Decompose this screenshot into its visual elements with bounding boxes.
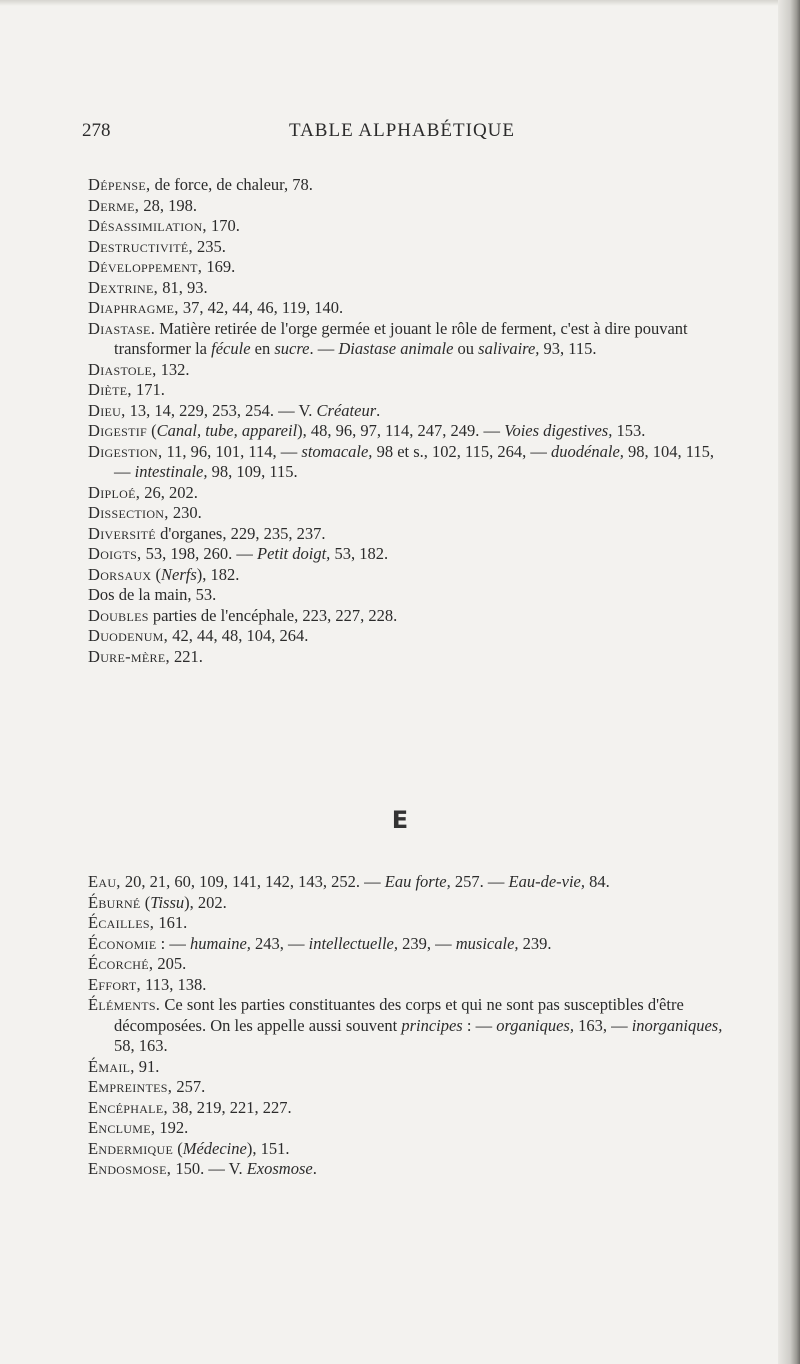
entry-text: Matière retirée de l'orge germée et jouant le rôle de ferment, c'est à dire pouvant transformer la (114, 318, 688, 358)
entry-headword: Eau, (88, 872, 121, 891)
entry-text: 98 et s., 102, 115, 264, — (372, 441, 552, 461)
entry-text: 235. (192, 236, 226, 256)
entry-italic-text: Eau-de-vie, (508, 872, 585, 891)
entry-text: 150. — V. (171, 1159, 247, 1178)
entry-italic-text: inorganiques, (631, 1015, 723, 1035)
entry-headword: Endermique (88, 1138, 174, 1158)
entry-text: 132. (156, 359, 190, 379)
entry-headword: Dissection, (88, 503, 169, 522)
entry-text: 53, 198, 260. — (141, 544, 257, 563)
entry-headword: Écorché, (88, 954, 154, 973)
entry-text: . (376, 400, 381, 420)
entry-text: : — (462, 1015, 497, 1035)
entry-headword: Écailles, (88, 913, 155, 932)
index-entry (88, 524, 728, 545)
entry-text: 169. (202, 257, 236, 276)
index-entry (88, 421, 728, 442)
entry-headword: Destructivité, (88, 236, 193, 256)
entry-text: 53, 182. (330, 544, 389, 563)
entry-headword: Développement, (88, 257, 203, 276)
entry-italic-text: Exosmose (246, 1159, 313, 1178)
entry-italic-text: organiques, (496, 1015, 574, 1035)
entry-headword: Éburné (88, 892, 141, 912)
entry-text: 153. (612, 421, 646, 440)
entry-text: 257. — (450, 872, 509, 891)
entry-headword: Diastole, (88, 359, 157, 379)
entry-italic-text: Nerfs (160, 564, 197, 584)
entry-headword: Dextrine, (88, 277, 159, 297)
entry-text: 91. (134, 1056, 160, 1076)
entry-headword: Diète, (88, 380, 132, 399)
entry-text: 20, 21, 60, 109, 141, 142, 143, 252. — (120, 872, 385, 891)
entry-italic-text: Diastase animale (338, 339, 454, 358)
entry-italic-text: intellectuelle, (308, 933, 398, 953)
entry-italic-text: Médecine (182, 1138, 247, 1158)
index-entry (88, 483, 728, 504)
index-entry (88, 585, 728, 606)
entry-text: . — (309, 339, 339, 358)
entry-headword: Endosmose, (88, 1159, 172, 1178)
index-entry (88, 872, 728, 893)
entry-italic-text: sucre (274, 339, 310, 358)
index-entry (88, 1077, 728, 1098)
entry-text: 221. (169, 646, 203, 666)
entry-text: 42, 44, 48, 104, 264. (168, 626, 309, 645)
entry-italic-text: Voies digestives, (504, 421, 613, 440)
entry-text: 58, 163. (114, 1036, 168, 1055)
index-entry (88, 1118, 728, 1139)
page-top-shadow (0, 0, 800, 6)
index-entry (88, 175, 728, 196)
entry-text: 98, 109, 115. (207, 462, 298, 481)
index-entry (88, 380, 728, 401)
entry-text: 243, — (250, 933, 309, 953)
index-entry (88, 196, 728, 217)
entry-text: 84. (585, 872, 610, 891)
entry-text: 93, 115. (539, 339, 597, 358)
entry-text: ), 48, 96, 97, 114, 247, 249. — (297, 421, 505, 440)
entry-italic-text: fécule (211, 339, 251, 358)
index-entry (88, 647, 728, 668)
entry-text: 38, 219, 221, 227. (167, 1097, 292, 1117)
entry-headword: Diastase. (88, 318, 156, 338)
entry-italic-text: duodénale, (551, 441, 624, 461)
entry-text: 192. (155, 1118, 189, 1137)
entry-headword: Dure-mère, (88, 646, 170, 666)
entry-italic-text: intestinale, (134, 462, 208, 481)
entry-text: 257. (172, 1077, 206, 1096)
entry-italic-text: humaine, (189, 933, 251, 953)
index-entry (88, 893, 728, 914)
entry-text: en (250, 339, 275, 358)
entry-headword: Économie (88, 933, 157, 953)
index-entry (88, 1098, 728, 1119)
index-entry (88, 360, 728, 381)
entry-text: 98, 104, 115, — (114, 441, 715, 481)
entry-text: d'organes, 229, 235, 237. (155, 523, 326, 543)
entry-text: 170. (206, 216, 240, 235)
entry-headword: Éléments. (88, 995, 161, 1014)
entry-text: ), 151. (246, 1138, 290, 1158)
index-entry (88, 995, 728, 1057)
entry-text: 28, 198. (139, 195, 197, 215)
index-entry (88, 216, 728, 237)
index-entry (88, 237, 728, 258)
entry-text: . (312, 1159, 317, 1178)
entry-headword: Derme, (88, 195, 140, 215)
entry-headword: Effort, (88, 974, 141, 994)
page-number: 278 (82, 120, 111, 141)
entry-text: 239, — (398, 933, 456, 953)
entry-headword: Diploé, (88, 482, 141, 502)
entry-headword: Diaphragme, (88, 298, 179, 317)
index-entry (88, 606, 728, 627)
index-entry (88, 975, 728, 996)
entry-text: ( (151, 564, 161, 584)
entry-text: : — (156, 933, 190, 953)
entry-text: Ce sont les parties constituantes des corps et qui ne sont pas susceptibles d'être décomposées. On les appelle aussi souvent (114, 995, 684, 1035)
entry-headword: Digestif (88, 421, 147, 440)
index-entry (88, 319, 728, 360)
entry-text: 171. (131, 380, 165, 399)
index-entry (88, 442, 728, 483)
entry-text: ), 182. (196, 564, 240, 584)
entry-text: 161. (154, 913, 188, 932)
entry-text: 11, 96, 101, 114, — (162, 441, 302, 461)
entry-headword: Duodenum, (88, 626, 169, 645)
index-entry (88, 1057, 728, 1078)
entry-text: ou (453, 339, 479, 358)
entry-headword: Doubles (88, 605, 149, 625)
entry-text: 13, 14, 229, 253, 254. — V. (125, 400, 317, 420)
index-entry (88, 401, 728, 422)
index-entry (88, 934, 728, 955)
entry-text: 37, 42, 44, 46, 119, 140. (178, 298, 344, 317)
index-entry (88, 913, 728, 934)
index-entry (88, 257, 728, 278)
index-entry (88, 298, 728, 319)
index-entries-d (88, 175, 728, 667)
entry-headword: Enclume, (88, 1118, 156, 1137)
entry-text: ( (140, 892, 151, 912)
entry-text: 230. (168, 503, 202, 522)
page-binding-edge (778, 0, 800, 1364)
index-entry (88, 565, 728, 586)
entry-headword: Dépense, (88, 175, 151, 194)
entry-headword: Doigts, (88, 544, 142, 563)
entry-headword: Dieu, (88, 400, 126, 420)
entry-text: ), 202. (184, 892, 227, 912)
index-entries-e (88, 872, 728, 1180)
index-entry (88, 1139, 728, 1160)
entry-text: 26, 202. (140, 482, 198, 502)
index-entry (88, 503, 728, 524)
entry-italic-text: Eau forte, (384, 872, 451, 891)
entry-text: 113, 138. (140, 974, 207, 994)
entry-headword: Émail, (88, 1056, 135, 1076)
entry-text: 239. (518, 933, 552, 953)
entry-headword: Digestion, (88, 441, 163, 461)
entry-italic-text: salivaire, (478, 339, 540, 358)
entry-headword: Diversité (88, 523, 156, 543)
entry-italic-text: stomacale, (301, 441, 373, 461)
entry-italic-text: Créateur (316, 400, 377, 420)
page-title: TABLE ALPHABÉTIQUE (289, 120, 515, 141)
entry-italic-text: Tissu (150, 892, 185, 912)
entry-text: 205. (153, 954, 187, 973)
entry-italic-text: Petit doigt, (256, 544, 331, 563)
entry-italic-text: principes (401, 1015, 463, 1035)
entry-text: parties de l'encéphale, 223, 227, 228. (148, 605, 398, 625)
entry-italic-text: musicale, (455, 933, 519, 953)
entry-text: ( (146, 421, 157, 440)
entry-headword: Empreintes, (88, 1077, 173, 1096)
entry-headword: Désassimilation, (88, 216, 207, 235)
index-entry (88, 626, 728, 647)
entry-text: Dos de la main, 53. (88, 585, 217, 604)
section-letter: E (391, 806, 409, 834)
entry-text: de force, de chaleur, 78. (150, 175, 313, 194)
entry-text: 163, — (573, 1015, 632, 1035)
running-header (82, 120, 722, 144)
entry-text: ( (173, 1138, 183, 1158)
index-entry (88, 544, 728, 565)
entry-headword: Encéphale, (88, 1097, 168, 1117)
entry-headword: Dorsaux (88, 564, 152, 584)
entry-italic-text: Canal, tube, appareil (156, 421, 298, 440)
entry-text: 81, 93. (158, 277, 208, 297)
index-entry (88, 1159, 728, 1180)
index-entry (88, 278, 728, 299)
index-entry (88, 954, 728, 975)
